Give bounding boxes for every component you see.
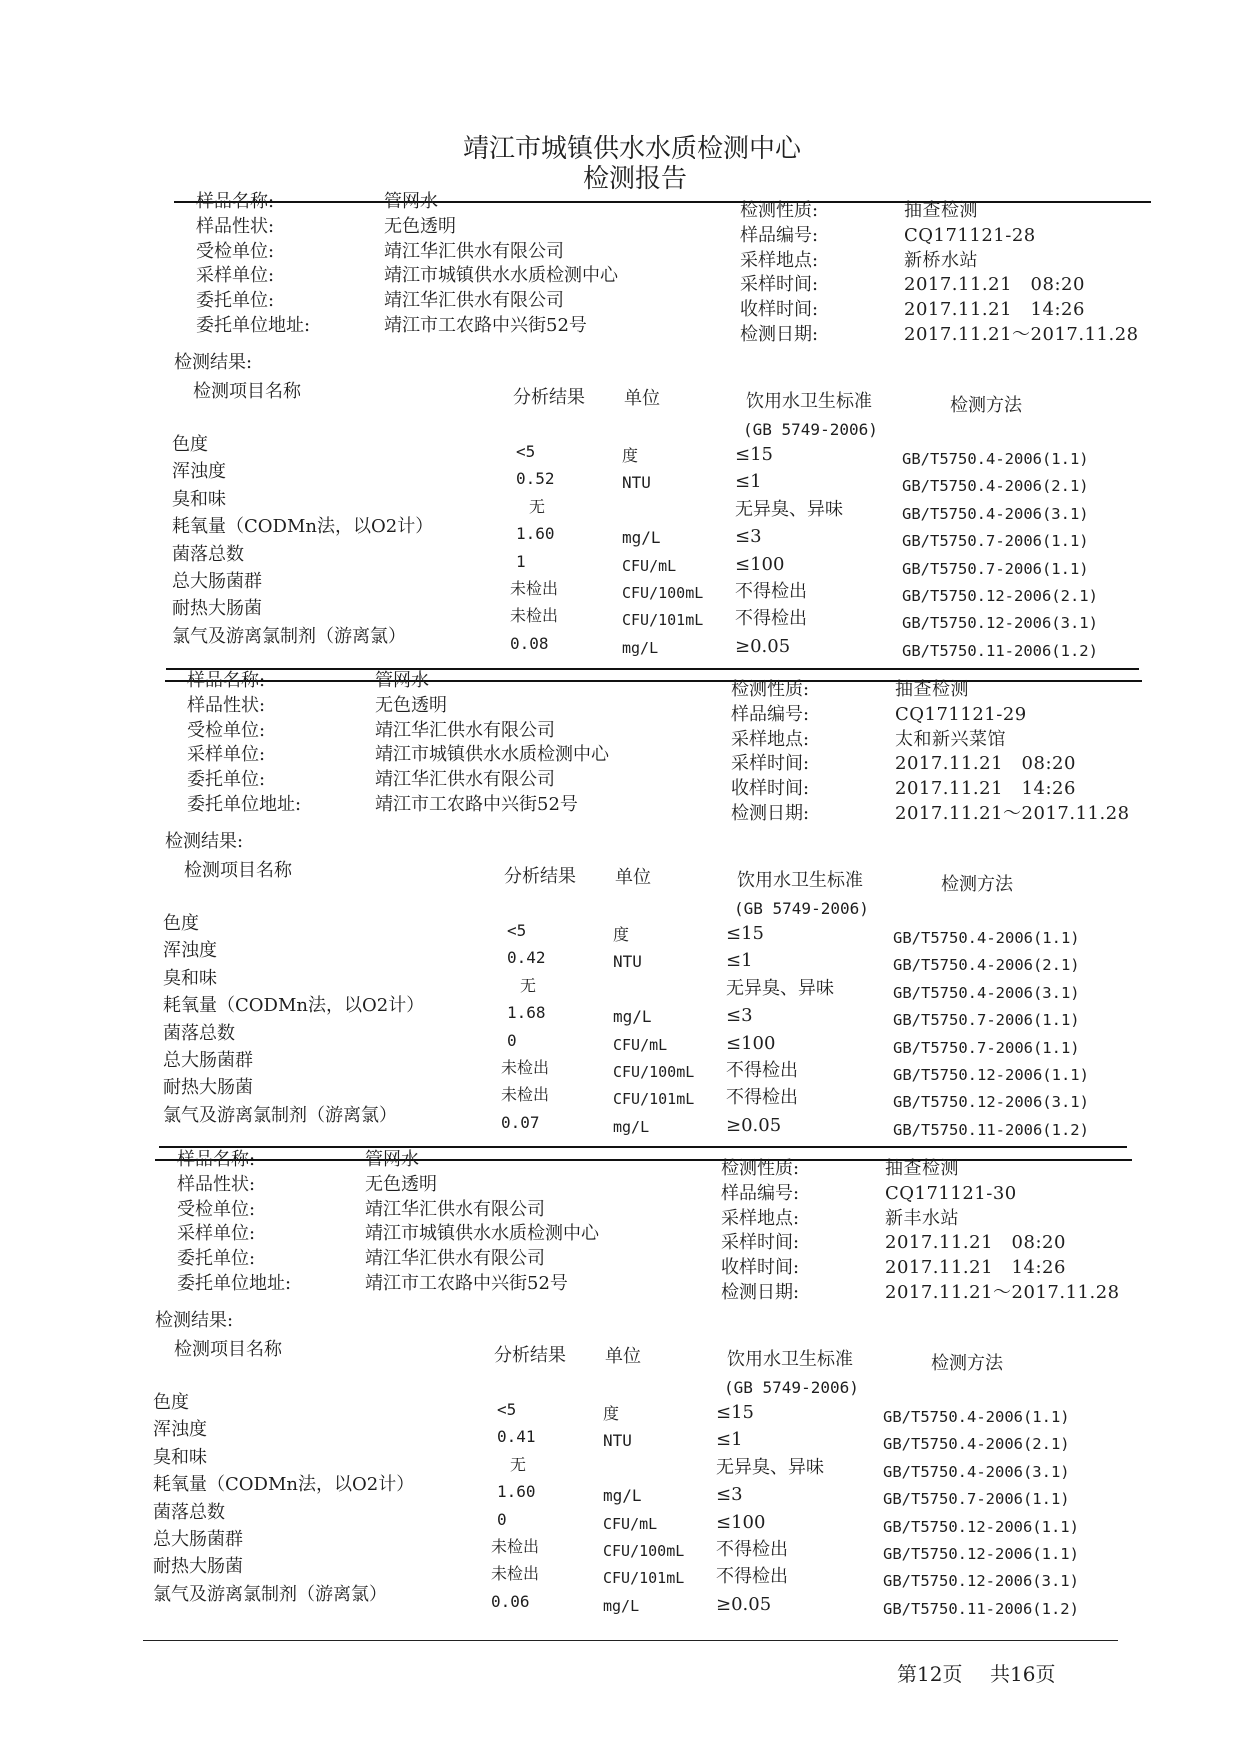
sample-no-value: CQ171121-28 (904, 224, 1036, 246)
item-name: 总大肠菌群 (153, 1529, 243, 1550)
receiving-time-value: 2017.11.21 14:26 (904, 299, 1085, 321)
item-unit: CFU/100mL (613, 1063, 695, 1081)
item-unit: CFU/mL (622, 556, 677, 575)
col-item-header: 检测项目名称 (193, 381, 301, 402)
item-standard: 不得检出 (726, 1087, 798, 1109)
item-method: GB/T5750.12-2006(3.1) (883, 1572, 1079, 1591)
item-unit: CFU/mL (603, 1514, 658, 1533)
sampling-site-value: 新桥水站 (904, 249, 978, 271)
item-standard: 不得检出 (726, 1060, 798, 1081)
item-unit: mg/L (622, 528, 661, 548)
results-label: 检测结果: (155, 1310, 234, 1331)
footer-rule (143, 1640, 1118, 1641)
receiving-time-value: 2017.11.21 14:26 (895, 778, 1076, 800)
item-result: 0 (507, 1030, 517, 1050)
item-standard: 不得检出 (716, 1566, 788, 1588)
client-unit-label: 委托单位: (187, 769, 266, 791)
page-total: 共16页 (990, 1662, 1056, 1686)
item-name: 氯气及游离氯制剂（游离氯） (163, 1104, 397, 1126)
sampling-time-value: 2017.11.21 08:20 (895, 753, 1076, 775)
item-result: 0 (497, 1509, 507, 1529)
item-unit: CFU/101mL (622, 611, 704, 630)
item-name: 耗氧量（CODMn法，以O2计） (163, 995, 425, 1017)
sample-no-label: 样品编号: (740, 224, 819, 246)
item-result: 0.07 (501, 1112, 540, 1132)
client-address-value: 靖江市工农路中兴街52号 (375, 794, 578, 815)
col-standard-header: 饮用水卫生标准 (727, 1349, 853, 1370)
block-top-rule (155, 1159, 1132, 1161)
item-standard: 无异臭、异味 (726, 977, 834, 999)
receiving-time-value: 2017.11.21 14:26 (885, 1257, 1066, 1279)
item-method: GB/T5750.4-2006(2.1) (902, 477, 1089, 496)
sampling-unit-label: 采样单位: (177, 1223, 256, 1245)
item-unit: NTU (603, 1431, 632, 1451)
item-standard: ≤3 (735, 526, 762, 548)
item-method: GB/T5750.4-2006(3.1) (883, 1462, 1070, 1481)
sample-property-label: 样品性状: (196, 215, 275, 237)
sample-property-value: 无色透明 (384, 215, 456, 237)
sample-name-label: 样品名称: (196, 191, 275, 212)
report-title: 检测报告 (582, 164, 687, 194)
sampling-time-value: 2017.11.21 08:20 (904, 274, 1085, 296)
col-method-header: 检测方法 (941, 874, 1013, 895)
sample-no-label: 样品编号: (731, 703, 810, 725)
item-method: GB/T5750.11-2006(1.2) (893, 1120, 1089, 1139)
sample-property-value: 无色透明 (375, 694, 447, 716)
item-standard: 不得检出 (716, 1539, 788, 1560)
item-result: <5 (516, 442, 536, 461)
item-name: 总大肠菌群 (172, 571, 262, 592)
sampling-site-value: 新丰水站 (885, 1207, 959, 1229)
item-standard: ≥0.05 (726, 1114, 782, 1136)
client-unit-label: 委托单位: (196, 290, 275, 312)
item-name: 耐热大肠菌 (163, 1077, 253, 1099)
item-standard: ≤15 (735, 444, 773, 465)
sampling-time-value: 2017.11.21 08:20 (885, 1232, 1066, 1254)
item-unit: NTU (622, 473, 651, 493)
item-result: 无 (520, 975, 537, 995)
item-result: 未检出 (510, 579, 559, 598)
item-method: GB/T5750.11-2006(1.2) (883, 1599, 1079, 1618)
item-standard: ≥0.05 (716, 1593, 772, 1615)
item-unit: mg/L (603, 1486, 642, 1506)
sample-property-label: 样品性状: (177, 1173, 256, 1195)
col-method-header: 检测方法 (950, 395, 1022, 416)
item-result: 1.60 (516, 524, 555, 544)
test-nature-label: 检测性质: (721, 1158, 800, 1179)
col-item-header: 检测项目名称 (174, 1339, 282, 1360)
col-unit-header: 单位 (605, 1346, 641, 1367)
sampling-site-label: 采样地点: (721, 1207, 800, 1229)
item-method: GB/T5750.7-2006(1.1) (893, 1011, 1080, 1030)
item-standard: ≤1 (716, 1429, 743, 1451)
col-result-header: 分析结果 (513, 387, 585, 408)
test-nature-value: 抽查检测 (895, 679, 969, 700)
item-name: 耐热大肠菌 (172, 598, 262, 620)
col-unit-header: 单位 (624, 388, 660, 409)
item-standard: ≤100 (735, 553, 785, 575)
item-standard: ≤3 (716, 1484, 743, 1506)
client-unit-value: 靖江华汇供水有限公司 (365, 1248, 545, 1270)
item-name: 臭和味 (163, 967, 217, 989)
item-method: GB/T5750.4-2006(2.1) (893, 956, 1080, 975)
item-name: 菌落总数 (172, 543, 244, 565)
block-top-rule (165, 680, 1142, 682)
item-method: GB/T5750.4-2006(3.1) (893, 983, 1080, 1002)
col-standard-ref: (GB 5749-2006) (734, 899, 869, 918)
item-unit: mg/L (613, 1117, 650, 1136)
item-standard: ≤100 (726, 1032, 776, 1054)
item-result: 未检出 (491, 1564, 540, 1584)
item-result: 0.52 (516, 469, 555, 489)
sampling-unit-value: 靖江市城镇供水水质检测中心 (365, 1223, 599, 1245)
col-result-header: 分析结果 (494, 1345, 566, 1366)
item-standard: ≤1 (726, 950, 753, 972)
sample-property-label: 样品性状: (187, 694, 266, 716)
item-unit: CFU/100mL (603, 1542, 685, 1560)
test-nature-value: 抽查检测 (904, 200, 978, 221)
item-result: 0.41 (497, 1427, 536, 1447)
test-date-label: 检测日期: (740, 324, 819, 345)
sampling-time-label: 采样时间: (740, 274, 819, 296)
report-org-title: 靖江市城镇供水水质检测中心 (462, 134, 801, 164)
item-result: <5 (507, 921, 527, 940)
item-unit: CFU/mL (613, 1035, 668, 1054)
item-method: GB/T5750.11-2006(1.2) (902, 641, 1098, 660)
item-result: 无 (510, 1454, 527, 1474)
test-date-value: 2017.11.21～2017.11.28 (885, 1282, 1120, 1303)
item-result: 未检出 (501, 1058, 550, 1077)
item-unit: mg/L (622, 638, 659, 657)
item-standard: 不得检出 (735, 608, 807, 630)
sample-name-label: 样品名称: (177, 1149, 256, 1170)
client-unit-value: 靖江华汇供水有限公司 (384, 290, 564, 312)
col-item-header: 检测项目名称 (184, 860, 292, 881)
inspected-unit-value: 靖江华汇供水有限公司 (375, 719, 555, 741)
item-method: GB/T5750.7-2006(1.1) (883, 1490, 1070, 1509)
block-top-rule (174, 201, 1151, 203)
client-unit-label: 委托单位: (177, 1248, 256, 1270)
item-method: GB/T5750.12-2006(2.1) (902, 587, 1098, 605)
receiving-time-label: 收样时间: (721, 1257, 800, 1279)
item-result: 未检出 (501, 1085, 550, 1105)
item-standard: ≤15 (726, 923, 764, 944)
results-label: 检测结果: (174, 352, 253, 373)
item-result: 0.08 (510, 633, 549, 653)
block-bottom-rule (166, 668, 1139, 670)
item-method: GB/T5750.4-2006(3.1) (902, 504, 1089, 523)
item-name: 臭和味 (172, 488, 226, 510)
item-name: 氯气及游离氯制剂（游离氯） (153, 1583, 387, 1605)
item-name: 总大肠菌群 (163, 1050, 253, 1071)
item-method: GB/T5750.12-2006(1.1) (883, 1517, 1079, 1536)
item-result: 1 (516, 551, 526, 571)
item-name: 耗氧量（CODMn法，以O2计） (153, 1474, 415, 1496)
results-label: 检测结果: (165, 831, 244, 852)
item-unit: NTU (613, 952, 642, 972)
sampling-unit-value: 靖江市城镇供水水质检测中心 (375, 744, 609, 766)
item-name: 浑浊度 (153, 1419, 207, 1441)
receiving-time-label: 收样时间: (740, 299, 819, 321)
sampling-time-label: 采样时间: (721, 1232, 800, 1254)
item-method: GB/T5750.12-2006(1.1) (883, 1545, 1079, 1563)
item-name: 臭和味 (153, 1446, 207, 1468)
page-number: 第12页 (897, 1662, 963, 1686)
item-method: GB/T5750.4-2006(1.1) (893, 929, 1080, 947)
item-result: <5 (497, 1400, 517, 1419)
item-standard: 无异臭、异味 (735, 498, 843, 520)
item-method: GB/T5750.4-2006(2.1) (883, 1435, 1070, 1454)
test-date-label: 检测日期: (721, 1282, 800, 1303)
client-address-label: 委托单位地址: (196, 315, 311, 336)
sampling-unit-label: 采样单位: (196, 265, 275, 287)
sample-name-value: 管网水 (375, 670, 429, 691)
test-nature-label: 检测性质: (731, 679, 810, 700)
item-unit: CFU/101mL (603, 1569, 685, 1588)
sample-no-value: CQ171121-29 (895, 703, 1027, 725)
sample-property-value: 无色透明 (365, 1173, 437, 1195)
item-unit: 度 (603, 1404, 620, 1423)
item-name: 菌落总数 (153, 1501, 225, 1523)
sample-name-label: 样品名称: (187, 670, 266, 691)
col-standard-ref: (GB 5749-2006) (743, 420, 878, 439)
sampling-unit-value: 靖江市城镇供水水质检测中心 (384, 265, 618, 287)
item-result: 0.42 (507, 948, 546, 968)
item-standard: 不得检出 (735, 581, 807, 602)
item-unit: mg/L (613, 1007, 652, 1027)
item-unit: 度 (613, 925, 630, 944)
item-unit: CFU/101mL (613, 1090, 695, 1109)
inspected-unit-label: 受检单位: (196, 240, 275, 262)
sampling-unit-label: 采样单位: (187, 744, 266, 766)
item-name: 色度 (172, 434, 208, 455)
block-bottom-rule (159, 1146, 1127, 1148)
client-address-value: 靖江市工农路中兴街52号 (384, 315, 587, 336)
receiving-time-label: 收样时间: (731, 778, 810, 800)
item-result: 1.68 (507, 1003, 546, 1023)
sampling-site-label: 采样地点: (740, 249, 819, 271)
item-result: 未检出 (510, 606, 559, 626)
item-standard: ≥0.05 (735, 635, 791, 657)
item-result: 未检出 (491, 1537, 540, 1556)
col-method-header: 检测方法 (931, 1353, 1003, 1374)
sampling-site-value: 太和新兴菜馆 (895, 728, 1006, 750)
test-date-value: 2017.11.21～2017.11.28 (904, 324, 1139, 345)
item-name: 浑浊度 (163, 940, 217, 962)
item-name: 耗氧量（CODMn法，以O2计） (172, 516, 434, 538)
item-method: GB/T5750.7-2006(1.1) (893, 1038, 1080, 1057)
item-standard: ≤100 (716, 1511, 766, 1533)
item-standard: ≤15 (716, 1402, 754, 1423)
sample-name-value: 管网水 (384, 191, 438, 212)
item-method: GB/T5750.4-2006(1.1) (883, 1408, 1070, 1426)
item-name: 色度 (163, 913, 199, 934)
client-address-label: 委托单位地址: (177, 1273, 292, 1294)
item-name: 浑浊度 (172, 461, 226, 483)
inspected-unit-value: 靖江华汇供水有限公司 (365, 1198, 545, 1220)
client-address-value: 靖江市工农路中兴街52号 (365, 1273, 568, 1294)
col-standard-header: 饮用水卫生标准 (746, 391, 872, 412)
item-result: 无 (529, 496, 546, 516)
inspected-unit-value: 靖江华汇供水有限公司 (384, 240, 564, 262)
item-unit: CFU/100mL (622, 584, 704, 602)
client-address-label: 委托单位地址: (187, 794, 302, 815)
item-standard: ≤3 (726, 1005, 753, 1027)
item-unit: mg/L (603, 1596, 640, 1615)
test-date-label: 检测日期: (731, 803, 810, 824)
client-unit-value: 靖江华汇供水有限公司 (375, 769, 555, 791)
sampling-time-label: 采样时间: (731, 753, 810, 775)
col-standard-ref: (GB 5749-2006) (724, 1378, 859, 1397)
sample-no-label: 样品编号: (721, 1182, 800, 1204)
item-method: GB/T5750.12-2006(3.1) (902, 614, 1098, 633)
sample-name-value: 管网水 (365, 1149, 419, 1170)
test-date-value: 2017.11.21～2017.11.28 (895, 803, 1130, 824)
item-name: 耐热大肠菌 (153, 1556, 243, 1578)
test-nature-value: 抽查检测 (885, 1158, 959, 1179)
item-standard: ≤1 (735, 471, 762, 493)
item-name: 菌落总数 (163, 1022, 235, 1044)
item-standard: 无异臭、异味 (716, 1456, 824, 1478)
item-method: GB/T5750.7-2006(1.1) (902, 559, 1089, 578)
item-method: GB/T5750.4-2006(1.1) (902, 450, 1089, 468)
item-method: GB/T5750.7-2006(1.1) (902, 532, 1089, 551)
col-result-header: 分析结果 (504, 866, 576, 887)
test-nature-label: 检测性质: (740, 200, 819, 221)
item-unit: 度 (622, 446, 639, 465)
item-method: GB/T5750.12-2006(3.1) (893, 1093, 1089, 1112)
item-name: 色度 (153, 1392, 189, 1413)
item-result: 0.06 (491, 1591, 530, 1611)
item-method: GB/T5750.12-2006(1.1) (893, 1066, 1089, 1084)
item-name: 氯气及游离氯制剂（游离氯） (172, 625, 406, 647)
sample-no-value: CQ171121-30 (885, 1182, 1017, 1204)
sampling-site-label: 采样地点: (731, 728, 810, 750)
inspected-unit-label: 受检单位: (177, 1198, 256, 1220)
col-standard-header: 饮用水卫生标准 (737, 870, 863, 891)
col-unit-header: 单位 (615, 867, 651, 888)
item-result: 1.60 (497, 1482, 536, 1502)
inspected-unit-label: 受检单位: (187, 719, 266, 741)
